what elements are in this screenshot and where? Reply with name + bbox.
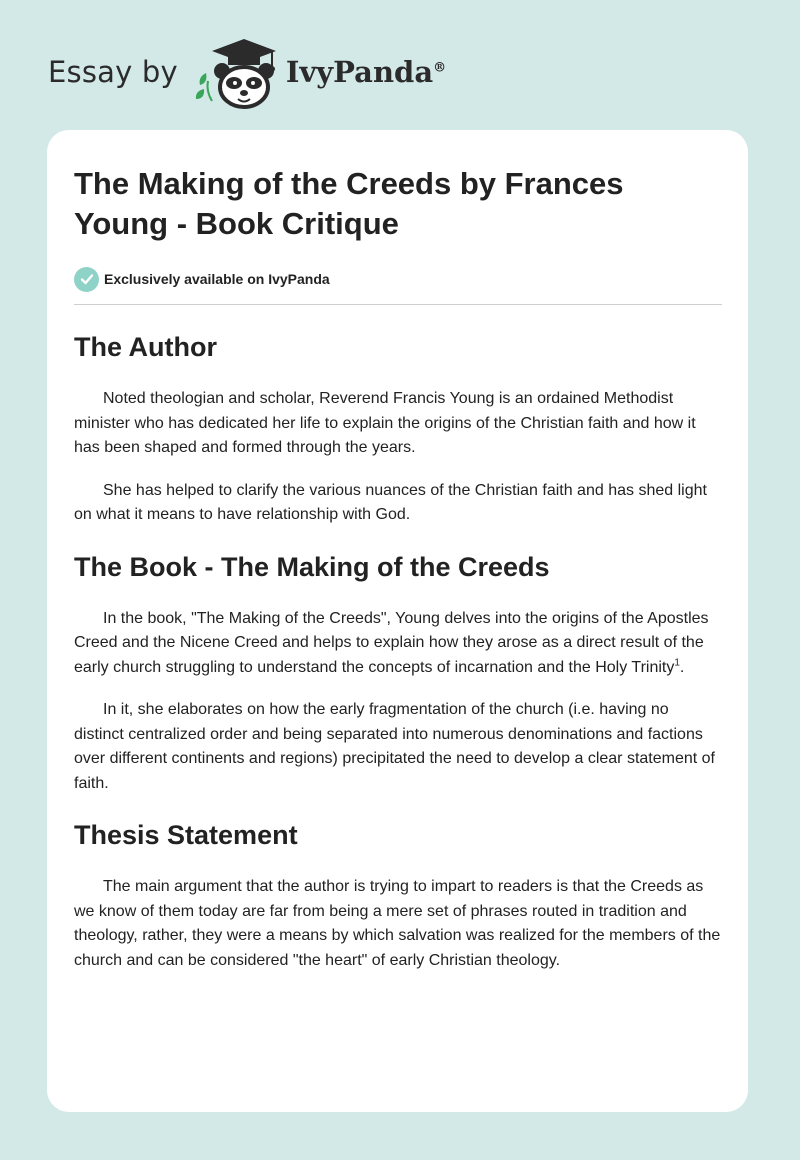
- section-heading-thesis: Thesis Statement: [74, 820, 298, 850]
- exclusive-label: Exclusively available on IvyPanda: [104, 271, 330, 287]
- ivypanda-logo[interactable]: [192, 33, 446, 111]
- exclusive-badge: [74, 266, 722, 292]
- paragraph: In the book, "The Making of the Creeds", Young delves into the origins of the Apostles Creed and the Nicene Creed and helps to explain how they arose as a direct result of the early church struggling to understand the concepts of incarnation and the Holy Trinity$^1$.: [74, 609, 709, 676]
- essay-card: [47, 130, 748, 1112]
- site-header: [48, 32, 446, 112]
- section-heading-book: The Book - The Making of the Creeds: [74, 551, 550, 582]
- paragraph: She has helped to clarify the various nuances of the Christian faith and has shed light on what it means to have relationship with God.: [74, 481, 707, 523]
- section-heading-author: The Author: [74, 332, 217, 362]
- page-title: The Making of the Creeds by Frances Young - Book Critique: [74, 166, 624, 241]
- paragraph: The main argument that the author is trying to impart to readers is that the Creeds as we know of them today are far from being a mere set of phrases routed in tradition and theology, rather, they were a means by which salvation was realized for the members of the church and can be considered "the heart" of early Christian theology.: [74, 878, 721, 969]
- registered-mark: ®: [433, 60, 447, 76]
- divider: [74, 304, 722, 305]
- brand-name: IvyPanda®: [285, 55, 447, 89]
- paragraph: Noted theologian and scholar, Reverend Francis Young is an ordained Methodist minister who has dedicated her life to explain the origins of the Christian faith and how it has been shaped and formed through the years.: [74, 390, 696, 456]
- paragraph: In it, she elaborates on how the early fragmentation of the church (i.e. having no distinct centralized order and being separated into numerous denominations and factions over different continents and regions) precipitated the need to develop a clear statement of faith.: [74, 701, 715, 792]
- essay-by-label: Essay by: [48, 55, 178, 89]
- panda-icon: [192, 33, 280, 111]
- footnote-marker[interactable]: 1: [674, 657, 680, 669]
- check-icon: [74, 267, 99, 292]
